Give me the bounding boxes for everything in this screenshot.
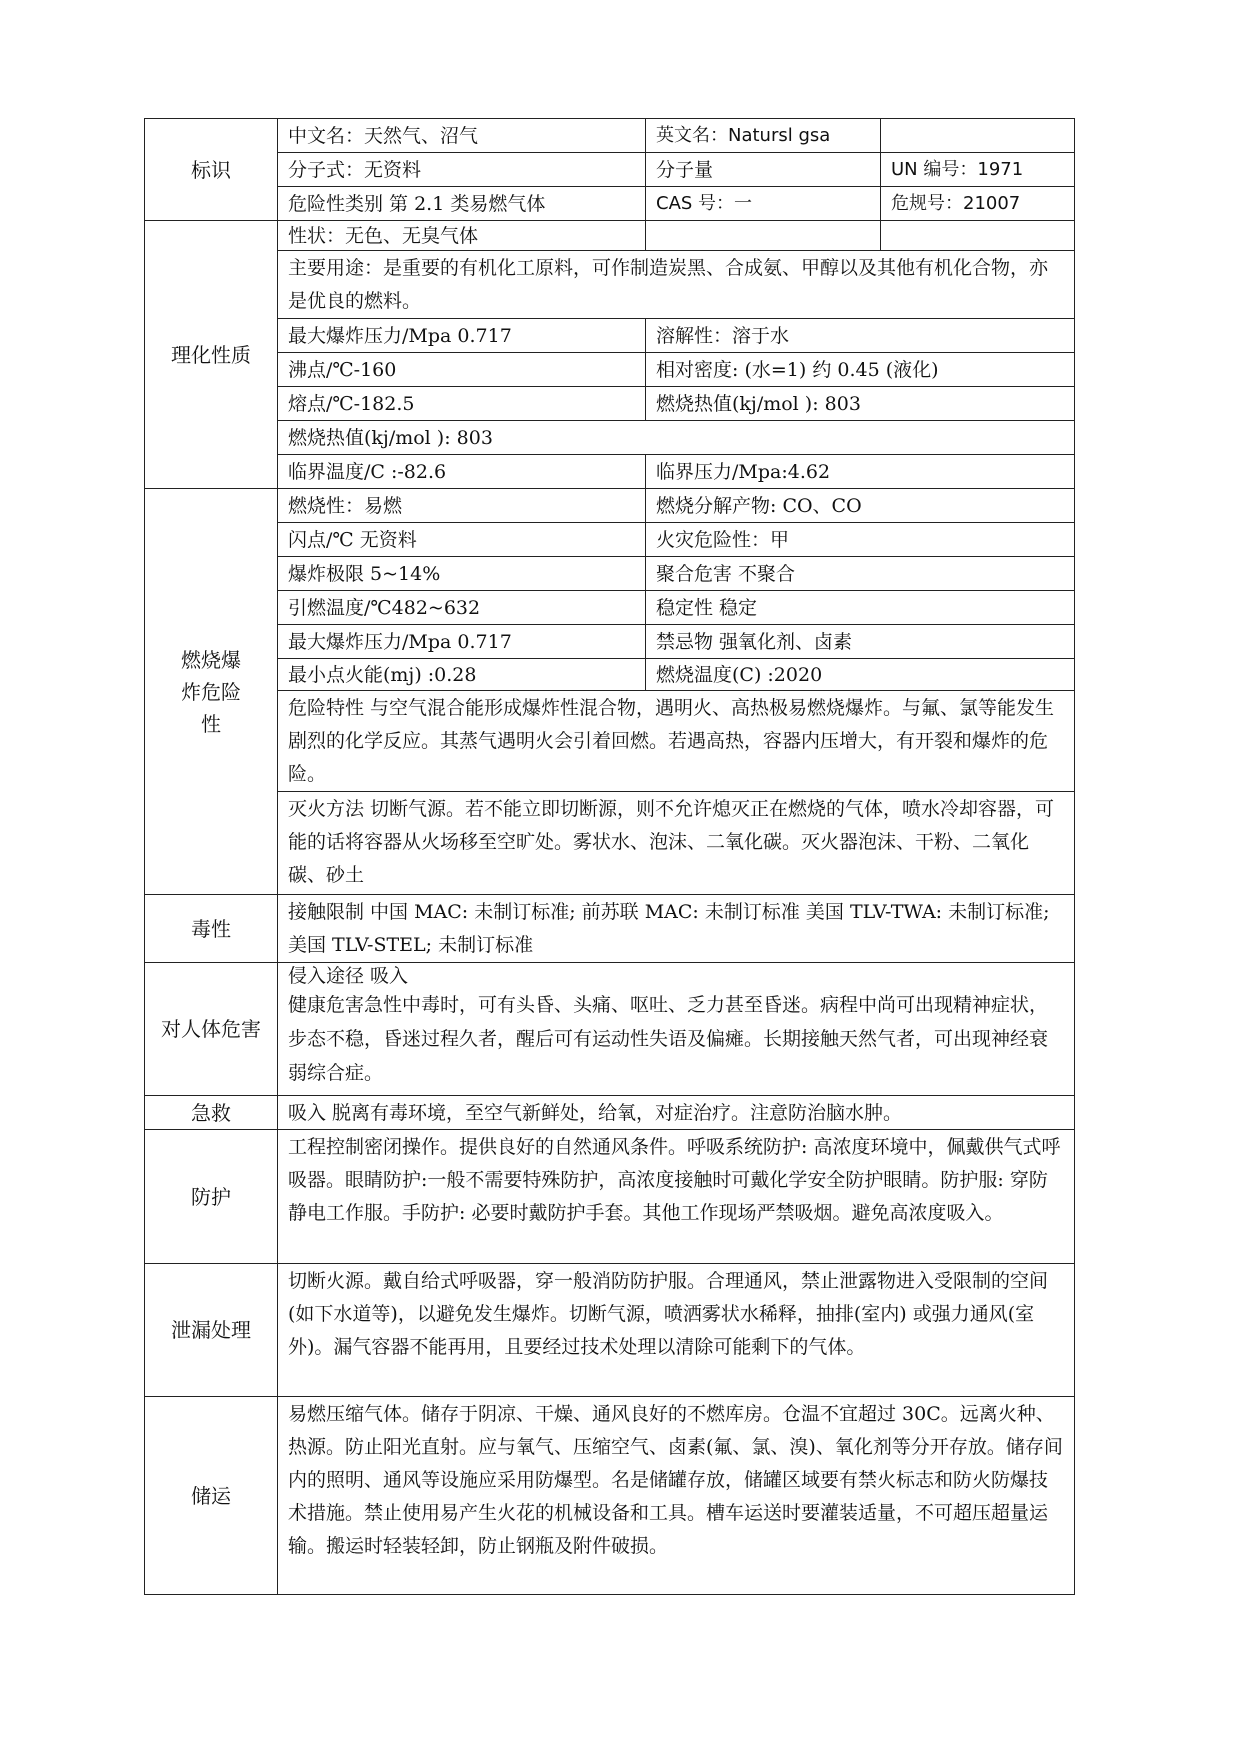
first-aid-text: 吸入 脱离有毒环境，至空气新鲜处，给氧，对症治疗。注意防治脑水肿。: [278, 1096, 1075, 1130]
leak-row: [145, 1264, 1075, 1397]
heat-of-combustion: 燃烧热值(kj/mol ): 803: [646, 387, 1075, 421]
physchem-row-5: [145, 387, 1075, 421]
first-aid-row: [145, 1096, 1075, 1130]
stability: 稳定性 稳定: [646, 591, 1075, 625]
storage-row: [145, 1397, 1075, 1595]
toxicity-row: [145, 895, 1075, 963]
physchem-row-7: [145, 455, 1075, 489]
fire-row-4: [145, 591, 1075, 625]
section-toxicity: 毒性: [145, 895, 278, 963]
physchem-row-1: [145, 221, 1075, 251]
flammability: 燃烧性：易燃: [278, 489, 646, 523]
melting-point: 熔点/℃-182.5: [278, 387, 646, 421]
flash-point: 闪点/℃ 无资料: [278, 523, 646, 557]
max-explosion-pressure-2: 最大爆炸压力/Mpa 0.717: [278, 625, 646, 659]
fire-hazard-class: 火灾危险性：甲: [646, 523, 1075, 557]
incompatible-materials: 禁忌物 强氧化剂、卤素: [646, 625, 1075, 659]
exposure-limits: 接触限制 中国 MAC: 未制订标准; 前苏联 MAC: 未制订标准 美国 TLV-TWA: 未制订标准;美国 TLV-STEL; 未制订标准: [278, 895, 1075, 963]
route-of-entry: 侵入途径 吸入: [288, 965, 409, 987]
combustion-temperature: 燃烧温度(C) :2020: [646, 659, 1075, 691]
un-number: UN 编号：1971: [881, 153, 1075, 187]
leak-text: 切断火源。戴自给式呼吸器，穿一般消防防护服。合理通风，禁止泄露物进入受限制的空间(如下水道等)，以避免发生爆炸。切断气源，喷洒雾状水稀释，抽排(室内) 或强力通风(室外)。漏气容器不能再用，且要经过技术处理以清除可能剩下的气体。: [278, 1264, 1075, 1397]
hazard-class: 危险性类别 第 2.1 类易燃气体: [278, 187, 646, 221]
heat-of-combustion-2: 燃烧热值(kj/mol ): 803: [278, 421, 1075, 455]
identity-row-1: [145, 119, 1075, 153]
physchem-row-6: [145, 421, 1075, 455]
ignition-temperature: 引燃温度/℃482~632: [278, 591, 646, 625]
section-storage: 储运: [145, 1397, 278, 1595]
cas-number: CAS 号：一: [646, 187, 881, 221]
fire-row-2: [145, 523, 1075, 557]
main-uses: 主要用途：是重要的有机化工原料，可作制造炭黑、合成氨、甲醇以及其他有机化合物，亦是优良的燃料。: [278, 251, 1075, 319]
solubility: 溶解性：溶于水: [646, 319, 1075, 353]
boiling-point: 沸点/℃-160: [278, 353, 646, 387]
fire-row-3: [145, 557, 1075, 591]
max-explosion-pressure: 最大爆炸压力/Mpa 0.717: [278, 319, 646, 353]
min-ignition-energy: 最小点火能(mj) :0.28: [278, 659, 646, 691]
polymerization-hazard: 聚合危害 不聚合: [646, 557, 1075, 591]
relative-density: 相对密度: (水=1) 约 0.45 (液化): [646, 353, 1075, 387]
section-first-aid: 急救: [145, 1096, 278, 1130]
explosion-limits: 爆炸极限 5~14%: [278, 557, 646, 591]
section-fire-label: 燃烧爆炸危险性: [181, 647, 241, 736]
health-hazards: 健康危害急性中毒时，可有头昏、头痛、呕吐、乏力甚至昏迷。病程中尚可出现精神症状，步态不稳，昏迷过程久者，醒后可有运动性失语及偏瘫。长期接触天然气者，可出现神经衰弱综合症。: [288, 994, 1049, 1084]
protection-text: 工程控制密闭操作。提供良好的自然通风条件。呼吸系统防护: 高浓度环境中，佩戴供气式呼吸器。眼睛防护:一般不需要特殊防护，高浓度接触时可戴化学安全防护眼睛。防护服: 穿防静电工作服。手防护: 必要时戴防护手套。其他工作现场严禁吸烟。避免高浓度吸入。: [278, 1130, 1075, 1264]
combustion-products: 燃烧分解产物: CO、CO: [646, 489, 1075, 523]
section-fire: [145, 489, 278, 895]
section-protection: 防护: [145, 1130, 278, 1264]
hazard-characteristics: 危险特性 与空气混合能形成爆炸性混合物，遇明火、高热极易燃烧爆炸。与氟、氯等能发生剧烈的化学反应。其蒸气遇明火会引着回燃。若遇高热，容器内压增大，有开裂和爆炸的危险。: [278, 691, 1075, 792]
health-cell: [278, 963, 1075, 1096]
empty-cell: [646, 221, 881, 251]
fire-row-1: [145, 489, 1075, 523]
msds-table: [144, 118, 1075, 1595]
empty-cell: [881, 119, 1075, 153]
reg-number: 危规号：21007: [881, 187, 1075, 221]
storage-text: 易燃压缩气体。储存于阴凉、干燥、通风良好的不燃库房。仓温不宜超过 30C。远离火种、热源。防止阳光直射。应与氧气、压缩空气、卤素(氟、氯、溴)、氧化剂等分开存放。储存间内的照明、通风等设施应采用防爆型。名是储罐存放，储罐区域要有禁火标志和防火防爆技术措施。禁止使用易产生火花的机械设备和工具。槽车运送时要灌装适量，不可超压超量运输。搬运时轻装轻卸，防止钢瓶及附件破损。: [278, 1397, 1075, 1595]
cn-name: 中文名：天然气、沼气: [278, 119, 646, 153]
health-row: [145, 963, 1075, 1096]
protection-row: [145, 1130, 1075, 1264]
critical-temperature: 临界温度/C :-82.6: [278, 455, 646, 489]
appearance: 性状：无色、无臭气体: [278, 221, 646, 251]
msds-document: [144, 118, 1074, 1595]
identity-row-3: [145, 187, 1075, 221]
fire-row-7: [145, 691, 1075, 792]
identity-row-2: [145, 153, 1075, 187]
section-physchem: 理化性质: [145, 221, 278, 489]
fire-row-5: [145, 625, 1075, 659]
section-health: 对人体危害: [145, 963, 278, 1096]
fire-row-8: [145, 792, 1075, 895]
formula: 分子式：无资料: [278, 153, 646, 187]
section-identity: 标识: [145, 119, 278, 221]
en-name: 英文名：Natursl gsa: [646, 119, 881, 153]
extinguishing-method: 灭火方法 切断气源。若不能立即切断源，则不允许熄灭正在燃烧的气体，喷水冷却容器，可能的话将容器从火场移至空旷处。雾状水、泡沫、二氧化碳。灭火器泡沫、干粉、二氧化碳、砂土: [278, 792, 1075, 895]
physchem-row-3: [145, 319, 1075, 353]
critical-pressure: 临界压力/Mpa:4.62: [646, 455, 1075, 489]
mol-weight: 分子量: [646, 153, 881, 187]
empty-cell: [881, 221, 1075, 251]
physchem-row-2: [145, 251, 1075, 319]
section-leak: 泄漏处理: [145, 1264, 278, 1397]
physchem-row-4: [145, 353, 1075, 387]
fire-row-6: [145, 659, 1075, 691]
